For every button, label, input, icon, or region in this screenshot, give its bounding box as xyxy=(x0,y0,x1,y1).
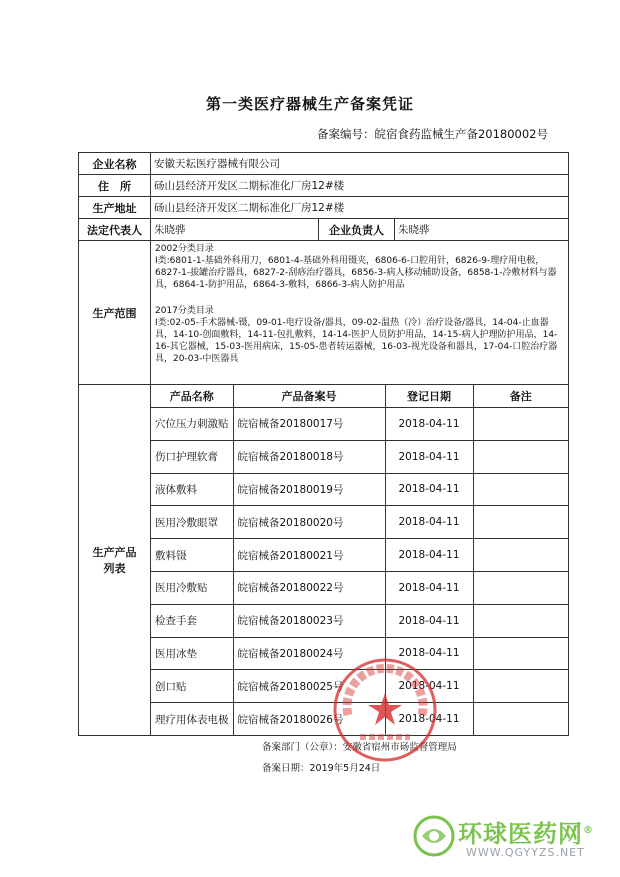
products-header-row xyxy=(151,385,568,408)
product-note xyxy=(473,703,568,735)
product-row xyxy=(151,539,568,572)
product-date: 2018-04-11 xyxy=(385,440,473,473)
product-name: 医用冰垫 xyxy=(151,637,233,670)
scope-2002-text: Ⅰ类:6801-1-基础外科用刀，6801-4-基础外科用镊夹，6806-6-口腔用针，6826-9-理疗用电极，6827-1-拔罐治疗器具，6827-2-刮痧治疗器具，6856-3-病人移动辅助设备，6858-1-冷敷材料与器具，6864-1-防护用品，6864-3-敷料，6866-3-病人防护用品 xyxy=(155,256,557,290)
product-name: 液体敷料 xyxy=(151,473,233,506)
product-record-no: 皖宿械备20180026号 xyxy=(233,703,385,735)
watermark-brand: 环球医药网® xyxy=(458,820,594,848)
product-record-no: 皖宿械备20180023号 xyxy=(233,604,385,637)
product-record-no: 皖宿械备20180021号 xyxy=(233,539,385,572)
company-value: 安徽天耘医疗器械有限公司 xyxy=(151,153,569,175)
responsible-value: 朱晓骅 xyxy=(395,219,569,241)
site-watermark xyxy=(408,808,608,864)
address-value: 砀山县经济开发区二期标准化厂房12#楼 xyxy=(151,175,569,197)
footer-dept: 备案部门（公章）：安徽省宿州市砀监督管理局 xyxy=(262,742,457,753)
watermark-url: WWW.QGYYZS.NET xyxy=(466,846,585,859)
product-record-no: 皖宿械备20180017号 xyxy=(233,408,385,441)
product-date: 2018-04-11 xyxy=(385,571,473,604)
product-note xyxy=(473,637,568,670)
address-label: 住 所 xyxy=(79,175,151,197)
product-name: 检查手套 xyxy=(151,604,233,637)
header-name: 产品名称 xyxy=(151,385,233,408)
product-name: 理疗用体表电极 xyxy=(151,703,233,735)
scope-2017-text: Ⅰ类:02-05-手术器械-镊，09-01-电疗设备/器具，09-02-温热（冷）治疗设备/器具，14-04-止血器具，14-10-创面敷料，14-11-包扎敷料，14-14-医护人员防护用品，14-15-病人护理防护用品，14-16-其它器械，15-03-医用病床，15-05-患者转运器械，16-03-视光设备和器具，17-04-口腔治疗器具，20-03-中医器具 xyxy=(155,318,558,364)
product-row xyxy=(151,506,568,539)
product-date: 2018-04-11 xyxy=(385,506,473,539)
product-note xyxy=(473,604,568,637)
seal-star-icon xyxy=(368,693,402,725)
scope-2002-title: 2002分类目录 xyxy=(155,244,214,254)
product-record-no: 皖宿械备20180018号 xyxy=(233,440,385,473)
product-record-no: 皖宿械备20180024号 xyxy=(233,637,385,670)
scope-content xyxy=(151,241,569,385)
legal-rep-label: 法定代表人 xyxy=(79,219,151,241)
production-address-value: 砀山县经济开发区二期标准化厂房12#楼 xyxy=(151,197,569,219)
document-title: 第一类医疗器械生产备案凭证 xyxy=(205,95,414,113)
product-record-no: 皖宿械备20180025号 xyxy=(233,670,385,703)
header-note: 备注 xyxy=(473,385,568,408)
product-row xyxy=(151,604,568,637)
product-date: 2018-04-11 xyxy=(385,670,473,703)
product-note xyxy=(473,571,568,604)
product-note xyxy=(473,506,568,539)
product-record-no: 皖宿械备20180019号 xyxy=(233,473,385,506)
product-record-no: 皖宿械备20180020号 xyxy=(233,506,385,539)
production-address-label: 生产地址 xyxy=(79,197,151,219)
product-date: 2018-04-11 xyxy=(385,539,473,572)
product-record-no: 皖宿械备20180022号 xyxy=(233,571,385,604)
product-row xyxy=(151,473,568,506)
product-name: 医用冷敷贴 xyxy=(151,571,233,604)
products-label: 生产产品列表 xyxy=(79,385,151,736)
official-seal xyxy=(330,655,440,765)
header-record: 产品备案号 xyxy=(233,385,385,408)
product-name: 医用冷敷眼罩 xyxy=(151,506,233,539)
company-label: 企业名称 xyxy=(79,153,151,175)
watermark-registered: ® xyxy=(583,825,594,836)
product-note xyxy=(473,539,568,572)
product-note xyxy=(473,473,568,506)
product-name: 伤口护理软膏 xyxy=(151,440,233,473)
product-row xyxy=(151,408,568,441)
product-note xyxy=(473,408,568,441)
record-number: 备案编号：皖宿食药监械生产备20180002号 xyxy=(316,127,548,141)
product-name: 敷料镊 xyxy=(151,539,233,572)
product-row xyxy=(151,440,568,473)
responsible-label: 企业负责人 xyxy=(319,219,395,241)
product-date: 2018-04-11 xyxy=(385,408,473,441)
product-date: 2018-04-11 xyxy=(385,703,473,735)
watermark-logo-icon xyxy=(412,814,456,858)
product-date: 2018-04-11 xyxy=(385,604,473,637)
product-row xyxy=(151,571,568,604)
product-name: 穴位压力刺激贴 xyxy=(151,408,233,441)
legal-rep-value: 朱晓骅 xyxy=(151,219,319,241)
scope-label: 生产范围 xyxy=(79,241,151,385)
product-date: 2018-04-11 xyxy=(385,473,473,506)
scope-2017-title: 2017分类目录 xyxy=(155,306,214,316)
certificate-table xyxy=(78,152,569,736)
footer-date: 备案日期：2019年5月24日 xyxy=(262,763,381,774)
product-name: 创口贴 xyxy=(151,670,233,703)
product-note xyxy=(473,670,568,703)
header-date: 登记日期 xyxy=(385,385,473,408)
product-note xyxy=(473,440,568,473)
product-date: 2018-04-11 xyxy=(385,637,473,670)
